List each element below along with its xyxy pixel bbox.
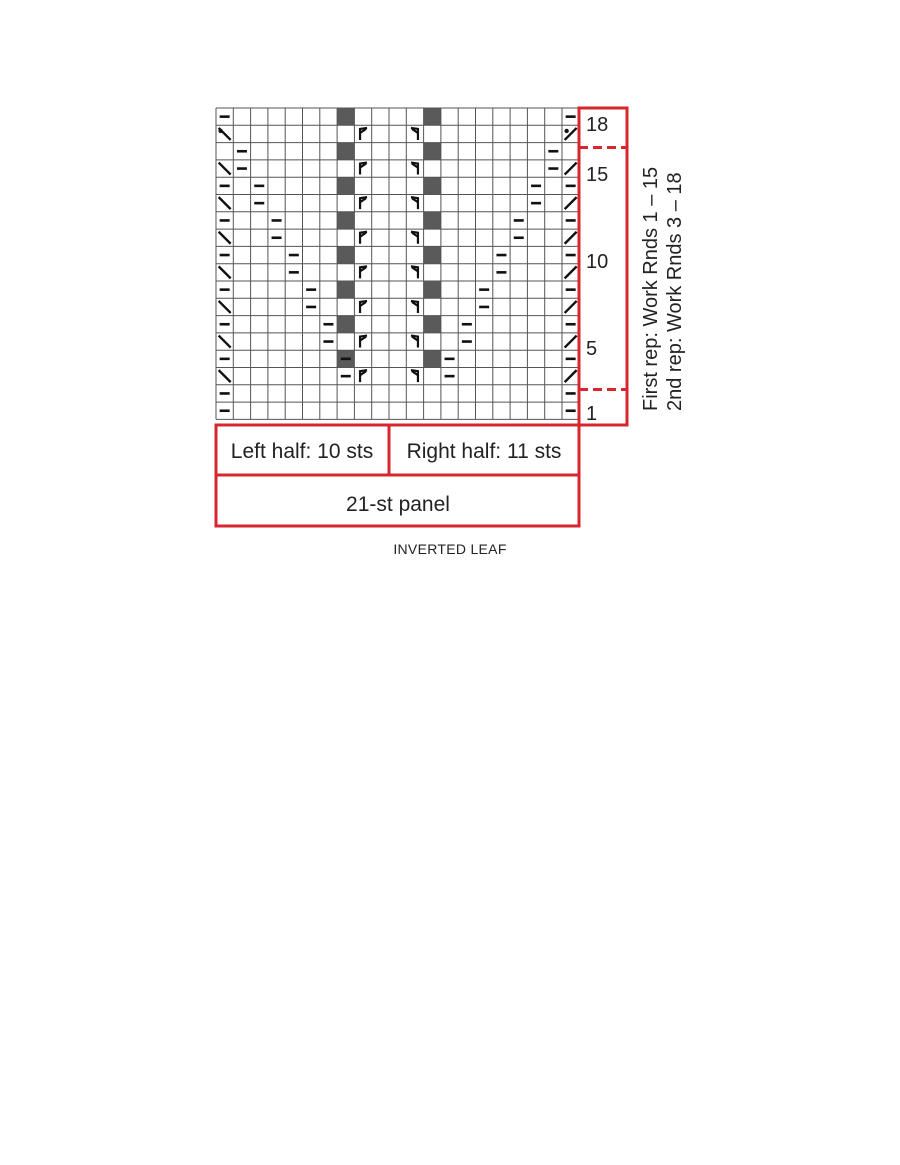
twisted-stitch-icon [360, 266, 367, 278]
panel-label: 21-st panel [346, 493, 450, 516]
dot-icon [218, 129, 222, 133]
slash-icon [565, 232, 577, 244]
row-number-1: 1 [586, 403, 598, 425]
twisted-stitch-icon [411, 266, 418, 278]
no-stitch-square [424, 246, 441, 263]
no-stitch-square [337, 177, 354, 194]
repeat-notes [640, 167, 686, 411]
slash-icon [565, 197, 577, 209]
no-stitch-square [424, 177, 441, 194]
no-stitch-square [424, 316, 441, 333]
twisted-stitch-icon [411, 232, 418, 244]
no-stitch-square [337, 246, 354, 263]
twisted-stitch-icon [411, 197, 418, 209]
slash-icon [565, 163, 577, 175]
second-rep-note: 2nd rep: Work Rnds 3 – 18 [664, 172, 686, 411]
no-stitch-square [337, 212, 354, 229]
no-stitch-square [424, 281, 441, 298]
twisted-stitch-icon [411, 370, 418, 382]
slash-icon [565, 301, 577, 313]
slash-icon [565, 370, 577, 382]
left-half-label: Left half: 10 sts [230, 440, 374, 463]
twisted-stitch-icon [360, 163, 367, 175]
backslash-icon [219, 232, 231, 244]
twisted-stitch-icon [411, 336, 418, 348]
right-half-label: Right half: 11 sts [406, 440, 562, 463]
twisted-stitch-icon [360, 301, 367, 313]
no-stitch-square [337, 316, 354, 333]
twisted-stitch-icon [360, 197, 367, 209]
backslash-icon [219, 336, 231, 348]
backslash-icon [219, 301, 231, 313]
row-number-18: 18 [586, 114, 609, 136]
slash-icon [565, 336, 577, 348]
slash-icon [565, 266, 577, 278]
no-stitch-square [424, 108, 441, 125]
backslash-icon [219, 266, 231, 278]
twisted-stitch-icon [411, 301, 418, 313]
twisted-stitch-icon [360, 128, 367, 140]
first-rep-note: First rep: Work Rnds 1 – 15 [640, 166, 662, 411]
chart-outlines [216, 108, 627, 526]
twisted-stitch-icon [360, 336, 367, 348]
no-stitch-square [337, 108, 354, 125]
backslash-icon [219, 370, 231, 382]
no-stitch-square [424, 143, 441, 160]
chart-caption: INVERTED LEAF [393, 541, 507, 557]
twisted-stitch-icon [411, 163, 418, 175]
no-stitch-square [424, 350, 441, 367]
no-stitch-square [337, 281, 354, 298]
row-number-10: 10 [586, 251, 609, 273]
dot-icon [564, 129, 568, 133]
row-number-15: 15 [586, 164, 609, 186]
chart-grid [216, 108, 579, 419]
twisted-stitch-icon [360, 370, 367, 382]
twisted-stitch-icon [360, 232, 367, 244]
row-number-labels [586, 114, 608, 425]
backslash-icon [219, 163, 231, 175]
backslash-icon [219, 197, 231, 209]
row-number-5: 5 [586, 338, 598, 360]
no-stitch-square [424, 212, 441, 229]
twisted-stitch-icon [411, 128, 418, 140]
no-stitch-square [337, 143, 354, 160]
